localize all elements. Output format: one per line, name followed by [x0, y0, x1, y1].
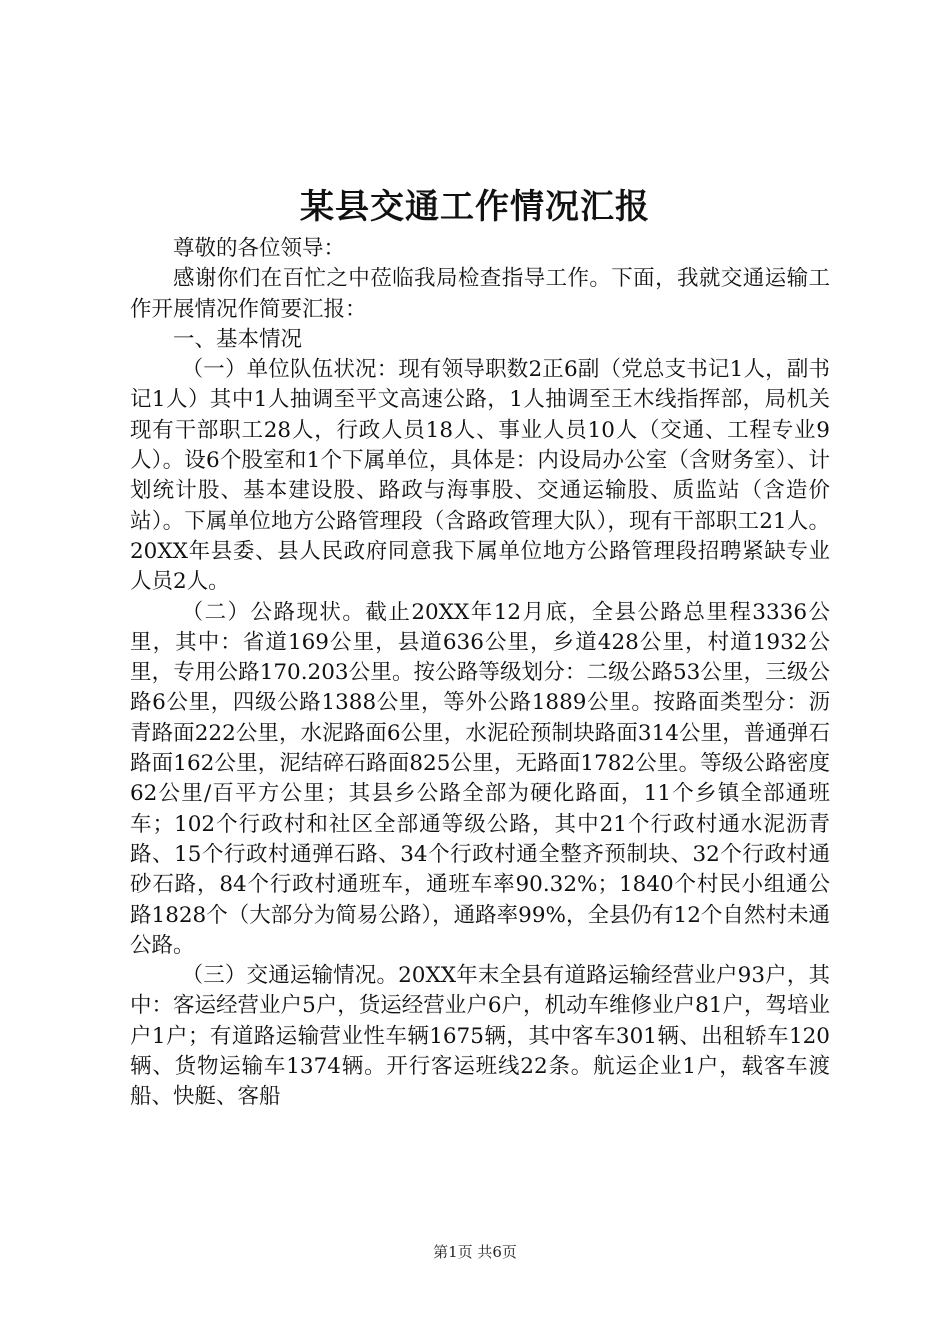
paragraph-road-status: （二）公路现状。截止20XX年12月底，全县公路总里程3336公里，其中：省道169公里，县道636公里，乡道428公里，村道1932公里，专用公路170.203公里。按公路等级划分：二级公路53公里，三级公路6公里，四级公路1388公里，等外公路1889公里。按路面类型分：沥青路面222公里，水泥路面6公里，水泥砼预制块路面314公里，普通弹石路面162公里，泥结碎石路面825公里，无路面1782公里。等级公路密度62公里/百平方公里；其县乡公路全部为硬化路面，11个乡镇全部通班车；102个行政村和社区全部通等级公路，其中21个行政村通水泥沥青路、15个行政村通弹石路、34个行政村通全整齐预制块、32个行政村通砂石路，84个行政村通班车，通班车率90.32%；1840个村民小组通公路1828个（大部分为简易公路），通路率99%，全县仍有12个自然村未通公路。	[130, 599, 830, 958]
page-footer: 第1页 共6页	[433, 1243, 517, 1261]
document-body	[130, 234, 830, 1113]
salutation: 尊敬的各位领导：	[173, 236, 346, 261]
section-heading-basic-info: 一、基本情况	[173, 326, 303, 352]
document-title: 某县交通工作情况汇报	[300, 187, 650, 227]
intro-paragraph: 感谢你们在百忙之中莅临我局检查指导工作。下面，我就交通运输工作开展情况作简要汇报：	[130, 266, 830, 322]
paragraph-transport-status: （三）交通运输情况。20XX年末全县有道路运输经营业户93户，其中：客运经营业户5户，货运经营业户6户，机动车维修业户81户，驾培业户1户；有道路运输营业性车辆1675辆，其中客车301辆、出租轿车120辆、货物运输车1374辆。开行客运班线22条。航运企业1户，载客车渡船、快艇、客船	[130, 963, 830, 1110]
paragraph-staff-status: （一）单位队伍状况：现有领导职数2正6副（党总支书记1人，副书记1人）其中1人抽调至平文高速公路，1人抽调至王木线指挥部，局机关现有干部职工28人，行政人员18人、事业人员10人（交通、工程专业9人）。设6个股室和1个下属单位，具体是：内设局办公室（含财务室）、计划统计股、基本建设股、路政与海事股、交通运输股、质监站（含造价站）。下属单位地方公路管理段（含路政管理大队），现有干部职工21人。20XX年县委、县人民政府同意我下属单位地方公路管理段招聘紧缺专业人员2人。	[130, 357, 830, 595]
